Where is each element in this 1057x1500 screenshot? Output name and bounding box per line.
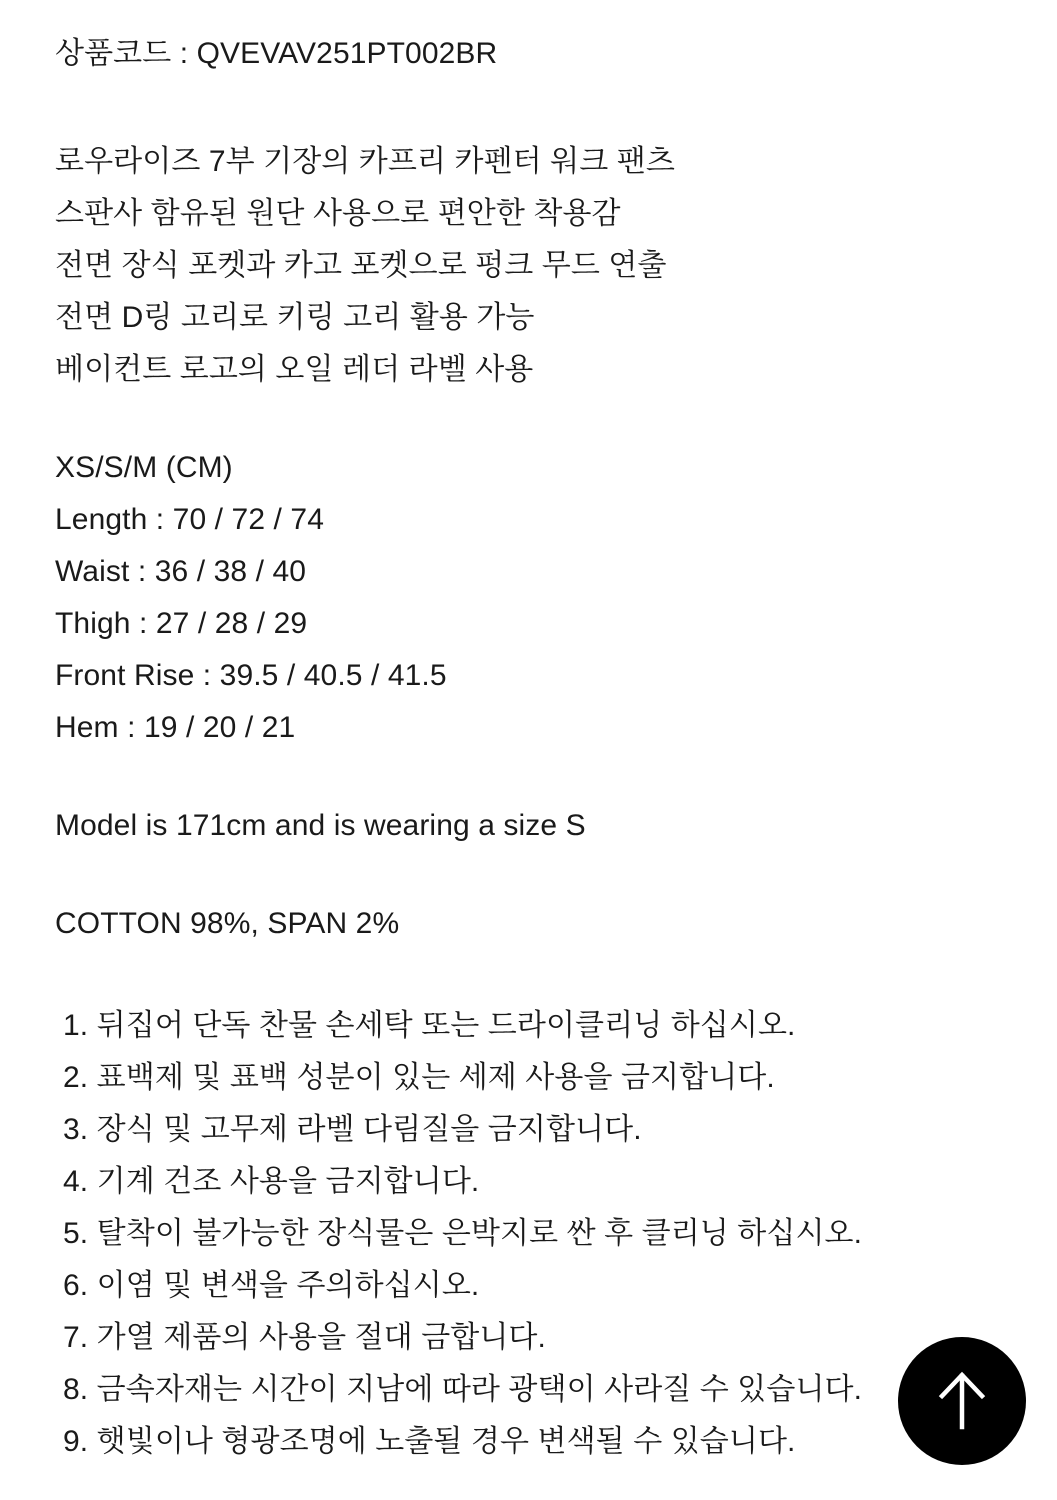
- spacer-after-code: [55, 74, 1005, 136]
- measurement-row-length: Length : 70 / 72 / 74: [55, 503, 324, 536]
- description-line-1: 로우라이즈 7부 기장의 카프리 카펜터 워크 팬츠: [55, 145, 675, 178]
- spacer-after-model-info: [55, 852, 1005, 898]
- care-instructions-block: [55, 1000, 1005, 1468]
- description-line-3: 전면 장식 포켓과 카고 포켓으로 펑크 무드 연출: [55, 249, 667, 282]
- care-instruction-2: 2. 표백제 및 표백 성분이 있는 세제 사용을 금지합니다.: [63, 1061, 775, 1094]
- scroll-to-top-button[interactable]: [898, 1337, 1026, 1465]
- description-block: [55, 136, 1005, 396]
- spacer-after-measurements: [55, 754, 1005, 800]
- care-instruction-3: 3. 장식 및 고무제 라벨 다림질을 금지합니다.: [63, 1113, 642, 1146]
- care-instruction-1: 1. 뒤집어 단독 찬물 손세탁 또는 드라이클리닝 하십시오.: [63, 1009, 796, 1042]
- measurement-row-front-rise: Front Rise : 39.5 / 40.5 / 41.5: [55, 659, 447, 692]
- care-instruction-4: 4. 기계 건조 사용을 금지합니다.: [63, 1165, 480, 1198]
- product-code-line: 상품코드 : QVEVAV251PT002BR: [55, 37, 498, 70]
- measurement-row-waist: Waist : 36 / 38 / 40: [55, 555, 307, 588]
- model-info-text: Model is 171cm and is wearing a size S: [55, 809, 586, 842]
- measurements-block: [55, 442, 1005, 754]
- spacer-after-fabric: [55, 950, 1005, 1000]
- fabric-composition-text: COTTON 98%, SPAN 2%: [55, 907, 400, 940]
- care-instruction-8: 8. 금속자재는 시간이 지남에 따라 광택이 사라질 수 있습니다.: [63, 1373, 863, 1406]
- measurements-header: XS/S/M (CM): [55, 451, 233, 484]
- description-line-5: 베이컨트 로고의 오일 레더 라벨 사용: [55, 353, 534, 386]
- model-info-block: [55, 800, 1005, 852]
- spacer-after-description: [55, 396, 1005, 442]
- fabric-block: [55, 898, 1005, 950]
- care-instruction-7: 7. 가열 제품의 사용을 절대 금합니다.: [63, 1321, 546, 1354]
- measurement-row-hem: Hem : 19 / 20 / 21: [55, 711, 296, 744]
- arrow-up-icon: [934, 1370, 990, 1432]
- care-instruction-5: 5. 탈착이 불가능한 장식물은 은박지로 싼 후 클리닝 하십시오.: [63, 1217, 863, 1250]
- description-line-4: 전면 D링 고리로 키링 고리 활용 가능: [55, 301, 535, 334]
- care-instruction-9: 9. 햇빛이나 형광조명에 노출될 경우 변색될 수 있습니다.: [63, 1425, 796, 1458]
- product-code-block: [55, 34, 1005, 74]
- description-line-2: 스판사 함유된 원단 사용으로 편안한 착용감: [55, 197, 621, 230]
- care-instruction-6: 6. 이염 및 변색을 주의하십시오.: [63, 1269, 480, 1302]
- measurement-row-thigh: Thigh : 27 / 28 / 29: [55, 607, 308, 640]
